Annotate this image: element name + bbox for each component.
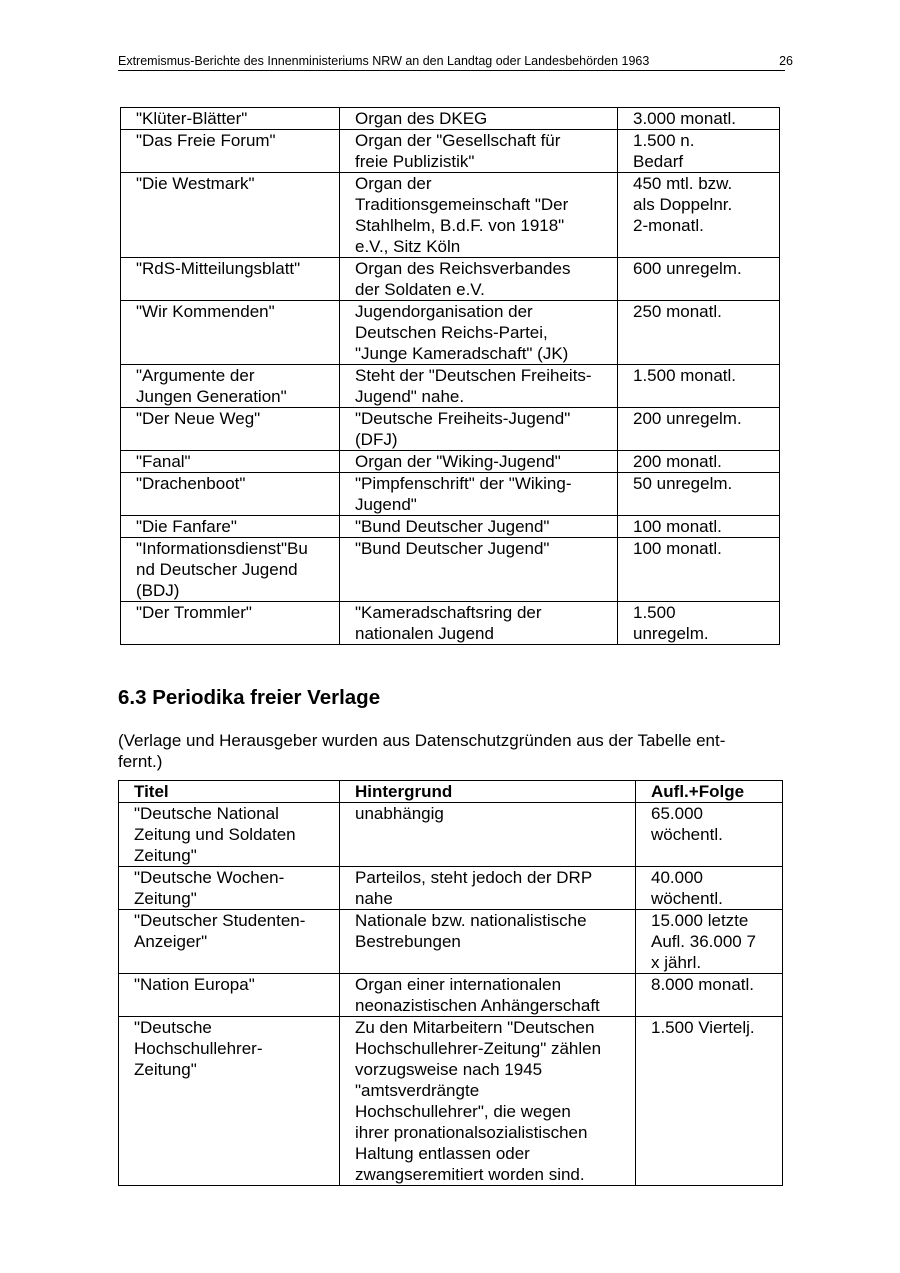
background-cell: "Kameradschaftsring der nationalen Jugend xyxy=(340,602,618,645)
background-cell: Organ der "Gesellschaft für freie Publizistik" xyxy=(340,130,618,173)
circulation-cell: 1.500 Viertelj. xyxy=(636,1017,783,1186)
title-cell: "Informationsdienst"Bu nd Deutscher Jugend (BDJ) xyxy=(121,538,340,602)
circulation-cell: 100 monatl. xyxy=(618,538,780,602)
title-cell: "Deutscher Studenten- Anzeiger" xyxy=(119,910,340,974)
background-cell: "Pimpfenschrift" der "Wiking- Jugend" xyxy=(340,473,618,516)
table-row xyxy=(121,130,780,173)
title-cell: "Deutsche National Zeitung und Soldaten Zeitung" xyxy=(119,803,340,867)
circulation-cell: 1.500 monatl. xyxy=(618,365,780,408)
circulation-cell: 3.000 monatl. xyxy=(618,108,780,130)
background-cell: Zu den Mitarbeitern "Deutschen Hochschullehrer-Zeitung" zählen vorzugsweise nach 1945 "amtsverdrängte Hochschullehrer", die wegen ihrer pronationalsozialistischen Haltung entlassen oder zwangseremitiert worden sind. xyxy=(340,1017,636,1186)
table-row xyxy=(121,516,780,538)
circulation-cell: 100 monatl. xyxy=(618,516,780,538)
background-cell: unabhängig xyxy=(340,803,636,867)
title-cell: "RdS-Mitteilungsblatt" xyxy=(121,258,340,301)
table-row xyxy=(121,258,780,301)
circulation-cell: 450 mtl. bzw. als Doppelnr. 2-monatl. xyxy=(618,173,780,258)
table-row xyxy=(121,451,780,473)
background-cell: Organ des DKEG xyxy=(340,108,618,130)
table-row xyxy=(119,910,783,974)
title-cell: "Wir Kommenden" xyxy=(121,301,340,365)
title-cell: "Argumente der Jungen Generation" xyxy=(121,365,340,408)
circulation-cell: 8.000 monatl. xyxy=(636,974,783,1017)
table-row xyxy=(119,867,783,910)
title-cell: "Die Westmark" xyxy=(121,173,340,258)
background-cell: Jugendorganisation der Deutschen Reichs-Partei, "Junge Kameradschaft" (JK) xyxy=(340,301,618,365)
column-header-auflage: Aufl.+Folge xyxy=(636,781,783,803)
title-cell: "Der Trommler" xyxy=(121,602,340,645)
title-cell: "Drachenboot" xyxy=(121,473,340,516)
table-row xyxy=(121,301,780,365)
background-cell: "Bund Deutscher Jugend" xyxy=(340,516,618,538)
table-row xyxy=(119,1017,783,1186)
page-header xyxy=(118,54,793,71)
background-cell: Steht der "Deutschen Freiheits- Jugend" nahe. xyxy=(340,365,618,408)
title-cell: "Das Freie Forum" xyxy=(121,130,340,173)
table-row xyxy=(121,173,780,258)
table-row xyxy=(121,538,780,602)
page-number: 26 xyxy=(779,54,793,68)
background-cell: Organ der Traditionsgemeinschaft "Der Stahlhelm, B.d.F. von 1918" e.V., Sitz Köln xyxy=(340,173,618,258)
table-header-row xyxy=(119,781,783,803)
table-row xyxy=(119,803,783,867)
background-cell: "Deutsche Freiheits-Jugend" (DFJ) xyxy=(340,408,618,451)
background-cell: Parteilos, steht jedoch der DRP nahe xyxy=(340,867,636,910)
title-cell: "Deutsche Wochen- Zeitung" xyxy=(119,867,340,910)
circulation-cell: 15.000 letzte Aufl. 36.000 7 x jährl. xyxy=(636,910,783,974)
circulation-cell: 200 monatl. xyxy=(618,451,780,473)
publications-table xyxy=(120,107,780,645)
header-title: Extremismus-Berichte des Innenministeriums NRW an den Landtag oder Landesbehörden 1963 xyxy=(118,54,650,68)
title-cell: "Nation Europa" xyxy=(119,974,340,1017)
circulation-cell: 65.000 wöchentl. xyxy=(636,803,783,867)
title-cell: "Fanal" xyxy=(121,451,340,473)
background-cell: Organ des Reichsverbandes der Soldaten e.V. xyxy=(340,258,618,301)
circulation-cell: 200 unregelm. xyxy=(618,408,780,451)
title-cell: "Die Fanfare" xyxy=(121,516,340,538)
background-cell: Nationale bzw. nationalistische Bestrebungen xyxy=(340,910,636,974)
section-heading: 6.3 Periodika freier Verlage xyxy=(118,686,381,709)
table-row xyxy=(121,408,780,451)
circulation-cell: 40.000 wöchentl. xyxy=(636,867,783,910)
background-cell: "Bund Deutscher Jugend" xyxy=(340,538,618,602)
circulation-cell: 250 monatl. xyxy=(618,301,780,365)
column-header-titel: Titel xyxy=(119,781,340,803)
table-row xyxy=(121,473,780,516)
section-note: (Verlage und Herausgeber wurden aus Datenschutzgründen aus der Tabelle ent- fernt.) xyxy=(118,731,726,771)
title-cell: "Deutsche Hochschullehrer- Zeitung" xyxy=(119,1017,340,1186)
background-cell: Organ einer internationalen neonazistischen Anhängerschaft xyxy=(340,974,636,1017)
table-row xyxy=(119,974,783,1017)
circulation-cell: 1.500 unregelm. xyxy=(618,602,780,645)
title-cell: "Klüter-Blätter" xyxy=(121,108,340,130)
background-cell: Organ der "Wiking-Jugend" xyxy=(340,451,618,473)
circulation-cell: 1.500 n. Bedarf xyxy=(618,130,780,173)
title-cell: "Der Neue Weg" xyxy=(121,408,340,451)
circulation-cell: 600 unregelm. xyxy=(618,258,780,301)
circulation-cell: 50 unregelm. xyxy=(618,473,780,516)
free-publishers-table xyxy=(118,780,783,1186)
table-row xyxy=(121,108,780,130)
column-header-hintergrund: Hintergrund xyxy=(340,781,636,803)
table-row xyxy=(121,602,780,645)
table-row xyxy=(121,365,780,408)
